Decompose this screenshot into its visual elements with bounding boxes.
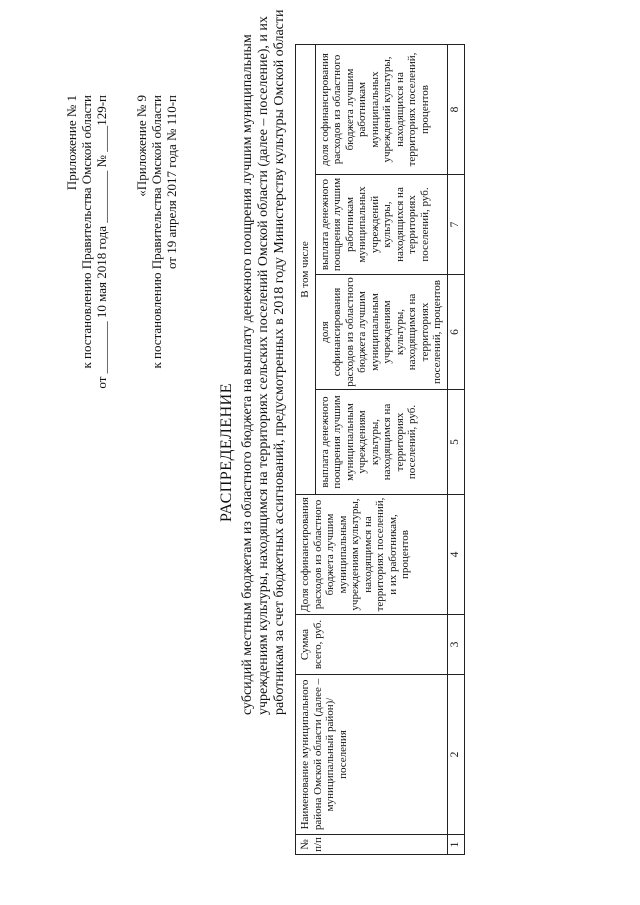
appendix1-line2: к постановлению Правительства Омской области [79, 95, 94, 369]
table-number-row [447, 45, 464, 855]
appendix2-line1: «Приложение № 9 [134, 95, 149, 197]
column-number: 2 [447, 675, 464, 835]
subtitle-line1: субсидий местным бюджетам из областного бюджета на выплату денежного поощрения лучшим муниципальным [240, 34, 255, 715]
table-header-row-1 [296, 45, 316, 855]
header-col3: Сумма всего, руб. [296, 615, 448, 675]
document-title: РАСПРЕДЕЛЕНИЕ [218, 383, 235, 522]
header-col4: Доля софинансирования расходов из областного бюджета лучшим муниципальным учреждениям культуры, находящимся на территориях поселений, и их работникам, процентов [296, 495, 448, 615]
appendix1-line3: от ________ 10 мая 2018 года ________ № ____129-п [94, 95, 109, 389]
column-number: 3 [447, 615, 464, 675]
column-number: 7 [447, 175, 464, 275]
header-col6: доля софинансирования расходов из областного бюджета лучшим муниципальным учреждениям культуры, находящимся на территориях поселений, процентов [315, 275, 447, 390]
subtitle-line3: работникам за счет бюджетных ассигнований, предусмотренных в 2018 году Министерству культуры Омской области [272, 9, 287, 715]
header-col2: Наименование муниципального района Омской области (далее – муниципальный район)/поселения [296, 675, 448, 835]
column-number: 6 [447, 275, 464, 390]
distribution-table [295, 44, 465, 855]
subtitle-line2: учреждениям культуры, находящимся на территориях сельских поселений Омской области (далее – поселение), и их [256, 16, 271, 715]
header-col1: № п/п [296, 835, 448, 855]
header-col5: выплата денежного поощрения лучшим муниципальным учреждениям культуры, находящимся на территориях поселений, руб. [315, 390, 447, 495]
appendix2-line2: к постановлению Правительства Омской области [149, 95, 164, 369]
header-col7: выплата денежного поощрения лучшим работникам муниципальных учреждений культуры, находящихся на территориях поселений, руб. [315, 175, 447, 275]
column-number: 4 [447, 495, 464, 615]
column-number: 1 [447, 835, 464, 855]
appendix1-line1: Приложение № 1 [64, 95, 79, 191]
header-group: В том числе [296, 45, 316, 495]
column-number: 8 [447, 45, 464, 175]
header-col8: доля софинансирования расходов из областного бюджета лучшим работникам муниципальных учреждений культуры, находящихся на территориях поселений, процентов [315, 45, 447, 175]
column-number: 5 [447, 390, 464, 495]
appendix2-line3: от 19 апреля 2017 года № 110-п [164, 95, 179, 270]
